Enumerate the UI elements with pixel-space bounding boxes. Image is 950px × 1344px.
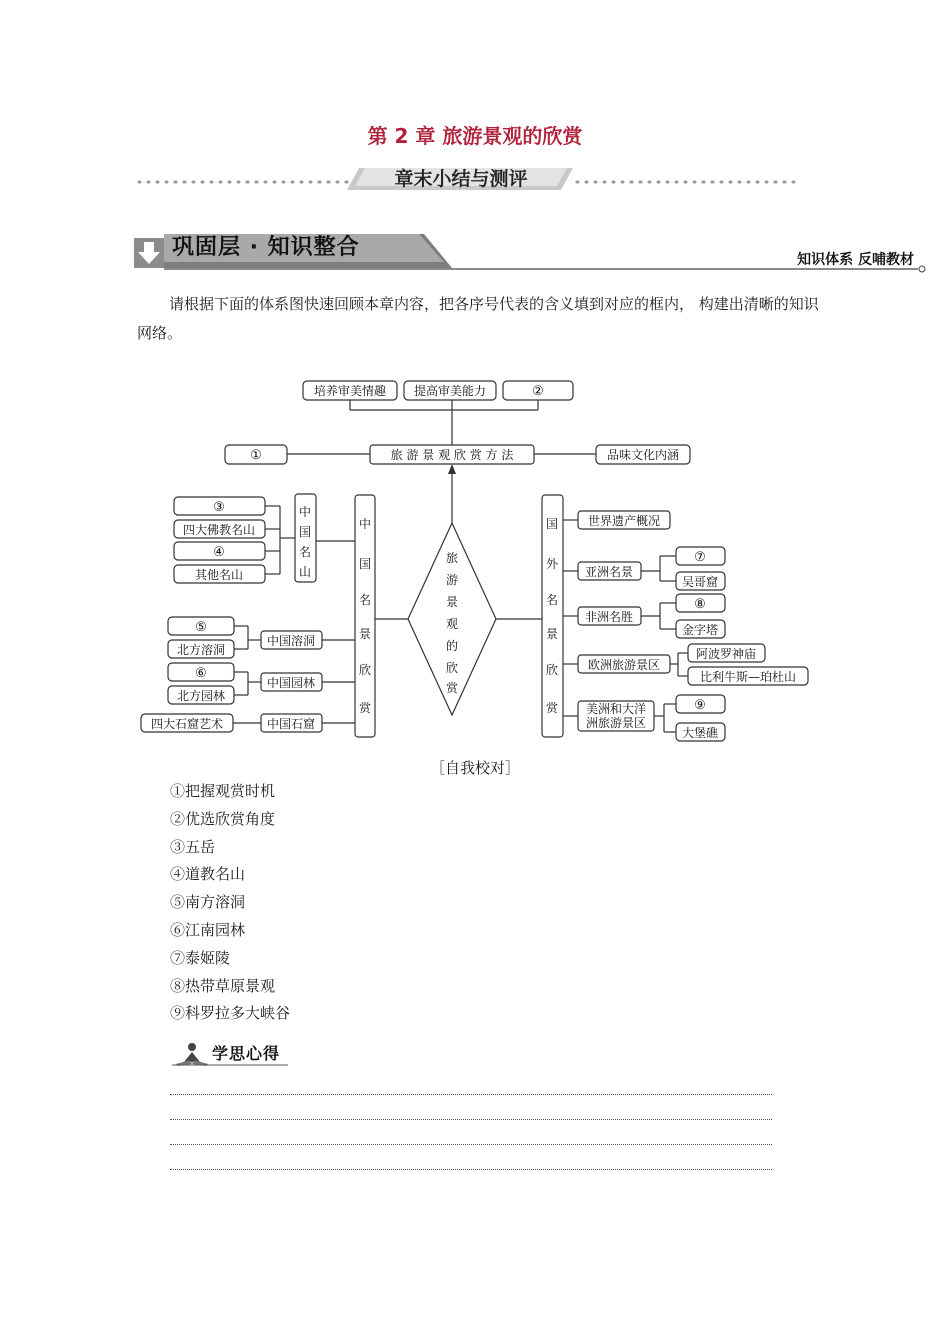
svg-text:北方园林: 北方园林 xyxy=(176,689,226,703)
foreign-scenic-box xyxy=(542,495,563,737)
note-line[interactable] xyxy=(170,1094,772,1095)
svg-text:的: 的 xyxy=(445,639,459,653)
svg-text:外: 外 xyxy=(545,557,559,571)
svg-text:欣: 欣 xyxy=(545,663,559,677)
svg-text:⑥: ⑥ xyxy=(195,666,207,681)
svg-text:其他名山: 其他名山 xyxy=(194,568,244,582)
svg-text:山: 山 xyxy=(298,565,312,579)
knowledge-diagram xyxy=(0,370,950,750)
china-caves-box xyxy=(261,631,322,649)
svg-text:培养审美情趣: 培养审美情趣 xyxy=(313,384,387,398)
answer-list xyxy=(170,778,290,1028)
section-title: 巩固层 · 知识整合 xyxy=(172,235,360,260)
africa-item-1 xyxy=(676,594,725,612)
svg-text:国: 国 xyxy=(358,557,372,571)
svg-text:金字塔: 金字塔 xyxy=(681,623,719,637)
svg-text:非洲名胜: 非洲名胜 xyxy=(584,610,634,624)
answer-item: ③五岳 xyxy=(170,837,216,856)
asia-box xyxy=(578,562,641,580)
heritage-box xyxy=(578,511,670,529)
asia-item-2 xyxy=(676,572,725,590)
self-check-label: ［自我校对］ xyxy=(429,759,520,777)
svg-text:亚洲名景: 亚洲名景 xyxy=(584,565,634,579)
svg-text:大堡礁: 大堡礁 xyxy=(681,726,719,740)
svg-text:阿波罗神庙: 阿波罗神庙 xyxy=(695,647,757,661)
svg-text:中国石窟: 中国石窟 xyxy=(266,717,316,731)
mountain-item-4 xyxy=(174,565,265,583)
center-diamond xyxy=(408,523,496,715)
method-left-box xyxy=(225,445,287,464)
svg-text:⑦: ⑦ xyxy=(694,550,706,565)
svg-text:②: ② xyxy=(532,384,544,399)
asia-item-1 xyxy=(676,547,725,565)
mountain-item-3 xyxy=(174,542,265,560)
garden-item-2 xyxy=(168,686,234,704)
note-line[interactable] xyxy=(170,1144,772,1145)
answer-item: ⑧热带草原景观 xyxy=(170,976,276,995)
svg-text:美洲和大洋: 美洲和大洋 xyxy=(585,702,647,716)
svg-text:旅 游 景 观 欣 赏 方 法: 旅 游 景 观 欣 赏 方 法 xyxy=(390,448,514,462)
cave-item-1 xyxy=(168,617,234,635)
svg-text:④: ④ xyxy=(213,545,225,560)
svg-text:国: 国 xyxy=(545,517,559,531)
garden-item-1 xyxy=(168,663,234,681)
intro-paragraph: 请根据下面的体系图快速回顾本章内容，把各序号代表的含义填到对应的框内， 构建出清晰的知识网络。 xyxy=(137,295,819,342)
answer-item: ①把握观赏时机 xyxy=(170,782,276,800)
subtitle: 章末小结与测评 xyxy=(394,168,528,190)
mountain-item-2 xyxy=(174,520,265,538)
note-line[interactable] xyxy=(170,1169,772,1170)
america-item-2 xyxy=(676,723,725,741)
svg-text:四大石窟艺术: 四大石窟艺术 xyxy=(150,717,224,731)
top-item-2 xyxy=(404,381,496,400)
china-gardens-box xyxy=(261,673,322,691)
chapter-title: 第 2 章 旅游景观的欣赏 xyxy=(367,124,583,148)
svg-text:名: 名 xyxy=(545,593,559,607)
answer-item: ④道教名山 xyxy=(170,865,246,884)
method-box xyxy=(370,445,534,464)
svg-text:国: 国 xyxy=(298,525,312,539)
china-scenic-box xyxy=(355,495,375,737)
china-grottoes-box xyxy=(261,714,322,732)
svg-text:①: ① xyxy=(250,448,262,463)
china-mountains-box xyxy=(295,494,316,582)
answer-item: ⑤南方溶洞 xyxy=(170,893,246,912)
method-right-box xyxy=(596,445,690,464)
answer-item: ②优选欣赏角度 xyxy=(170,809,276,828)
answer-item: ⑦泰姬陵 xyxy=(170,948,231,967)
svg-text:品味文化内涵: 品味文化内涵 xyxy=(606,448,680,462)
answer-item: ⑥江南园林 xyxy=(170,920,246,939)
svg-text:欣: 欣 xyxy=(358,663,372,677)
mountain-item-1 xyxy=(174,497,265,515)
notes-title: 学思心得 xyxy=(212,1044,281,1063)
svg-text:中: 中 xyxy=(358,517,372,531)
america-item-1 xyxy=(676,695,725,713)
top-item-3 xyxy=(503,381,573,400)
svg-text:景: 景 xyxy=(445,595,459,609)
europe-item-2 xyxy=(688,667,808,685)
america-box xyxy=(578,701,654,731)
europe-box xyxy=(578,655,670,673)
svg-text:景: 景 xyxy=(358,627,372,641)
svg-text:中国园林: 中国园林 xyxy=(266,676,316,690)
svg-text:观: 观 xyxy=(445,617,459,631)
svg-text:名: 名 xyxy=(298,545,312,559)
svg-text:欣: 欣 xyxy=(445,661,459,675)
svg-text:景: 景 xyxy=(545,627,559,641)
answer-item: ⑨科罗拉多大峡谷 xyxy=(170,1004,291,1023)
grotto-item-1 xyxy=(141,714,233,732)
svg-text:⑧: ⑧ xyxy=(694,597,706,612)
svg-text:旅: 旅 xyxy=(445,551,459,565)
svg-text:⑤: ⑤ xyxy=(195,620,207,635)
top-item-1 xyxy=(303,381,397,400)
svg-text:游: 游 xyxy=(445,573,459,587)
svg-text:中国溶洞: 中国溶洞 xyxy=(266,634,316,648)
svg-text:洲旅游景区: 洲旅游景区 xyxy=(585,716,647,730)
svg-text:吴哥窟: 吴哥窟 xyxy=(681,575,719,589)
svg-text:北方溶洞: 北方溶洞 xyxy=(176,643,226,657)
svg-text:欧洲旅游景区: 欧洲旅游景区 xyxy=(587,658,661,672)
svg-text:四大佛教名山: 四大佛教名山 xyxy=(182,523,256,537)
section-tag: 知识体系 反哺教材 xyxy=(797,252,914,268)
svg-text:③: ③ xyxy=(213,500,225,515)
svg-text:赏: 赏 xyxy=(545,701,559,715)
svg-text:世界遗产概况: 世界遗产概况 xyxy=(587,514,661,528)
svg-text:提高审美能力: 提高审美能力 xyxy=(413,384,487,398)
note-line[interactable] xyxy=(170,1119,772,1120)
africa-item-2 xyxy=(676,620,725,638)
svg-text:中: 中 xyxy=(298,505,312,519)
svg-text:赏: 赏 xyxy=(445,681,459,695)
europe-item-1 xyxy=(688,644,765,662)
cave-item-2 xyxy=(168,640,234,658)
svg-text:比利牛斯—珀杜山: 比利牛斯—珀杜山 xyxy=(699,670,797,684)
africa-box xyxy=(578,607,641,625)
svg-text:赏: 赏 xyxy=(358,701,372,715)
svg-text:名: 名 xyxy=(358,593,372,607)
svg-text:⑨: ⑨ xyxy=(694,698,706,713)
